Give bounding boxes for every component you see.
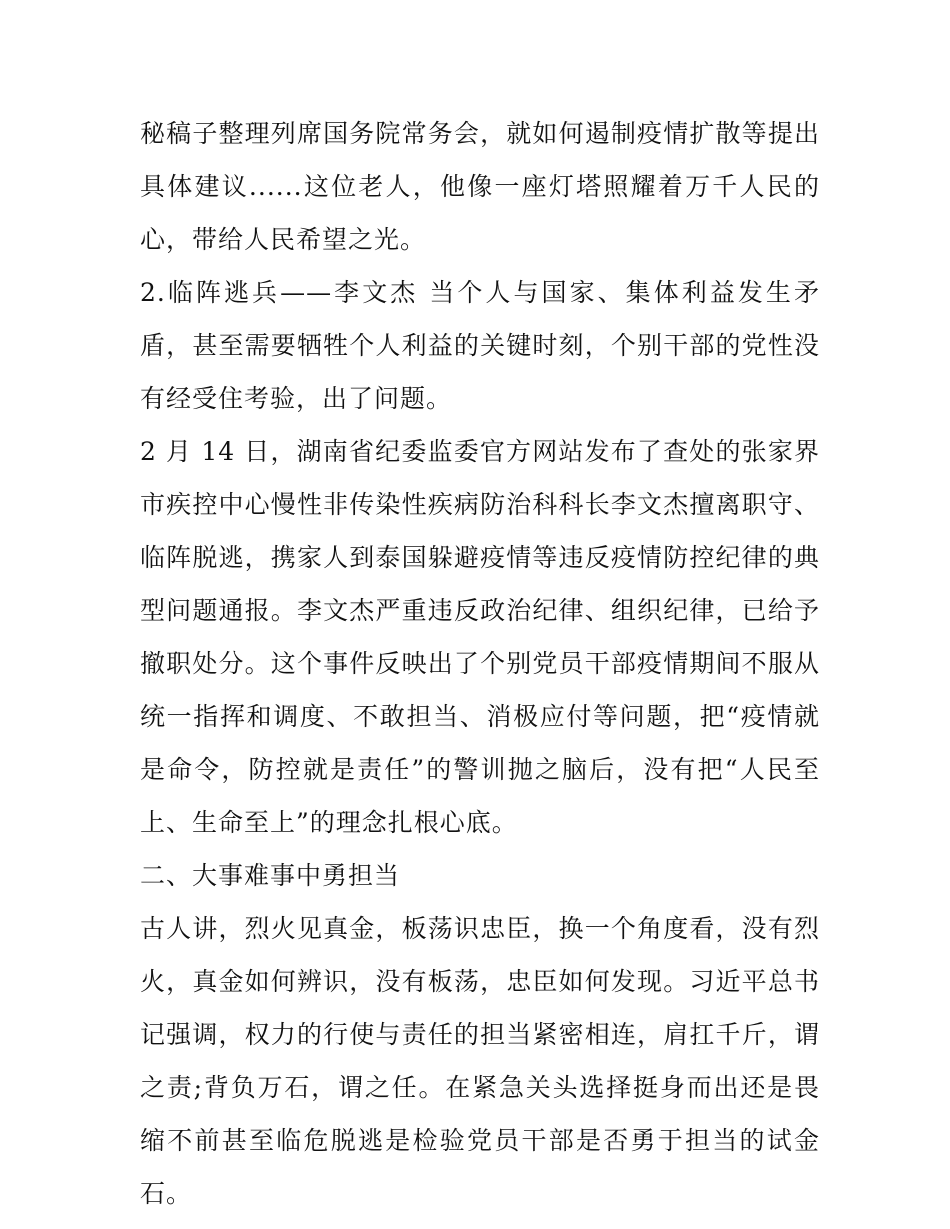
- section-heading: 二、大事难事中勇担当: [140, 861, 401, 890]
- document-body: [140, 107, 820, 1220]
- paragraph-section-body: 古人讲，烈火见真金，板荡识忠臣，换一个角度看，没有烈火，真金如何辨识，没有板荡，忠臣如何发现。习近平总书记强调，权力的行使与责任的担当紧密相连，肩扛千斤，谓之责;背负万石，谓之任。在紧急关头选择挺身而出还是畏缩不前甚至临危脱逃是检验党员干部是否勇于担当的试金石。: [140, 914, 820, 1208]
- paragraph-intro: 秘稿子整理列席国务院常务会，就如何遏制疫情扩散等提出具体建议......这位老人，他像一座灯塔照耀着万千人民的心，带给人民希望之光。: [140, 119, 820, 254]
- paragraph-case-heading: 2.临阵逃兵——李文杰 当个人与国家、集体利益发生矛盾，甚至需要牺牲个人利益的关键时刻，个别干部的党性没有经受住考验，出了问题。: [140, 278, 820, 413]
- paragraph-case-detail: 2 月 14 日，湖南省纪委监委官方网站发布了查处的张家界市疾控中心慢性非传染性疾病防治科科长李文杰擅离职守、临阵脱逃，携家人到泰国躲避疫情等违反疫情防控纪律的典型问题通报。李文杰严重违反政治纪律、组织纪律，已给予撤职处分。这个事件反映出了个别党员干部疫情期间不服从统一指挥和调度、不敢担当、消极应付等问题，把“疫情就是命令，防控就是责任”的警训抛之脑后，没有把“人民至上、生命至上”的理念扎根心底。: [140, 437, 820, 837]
